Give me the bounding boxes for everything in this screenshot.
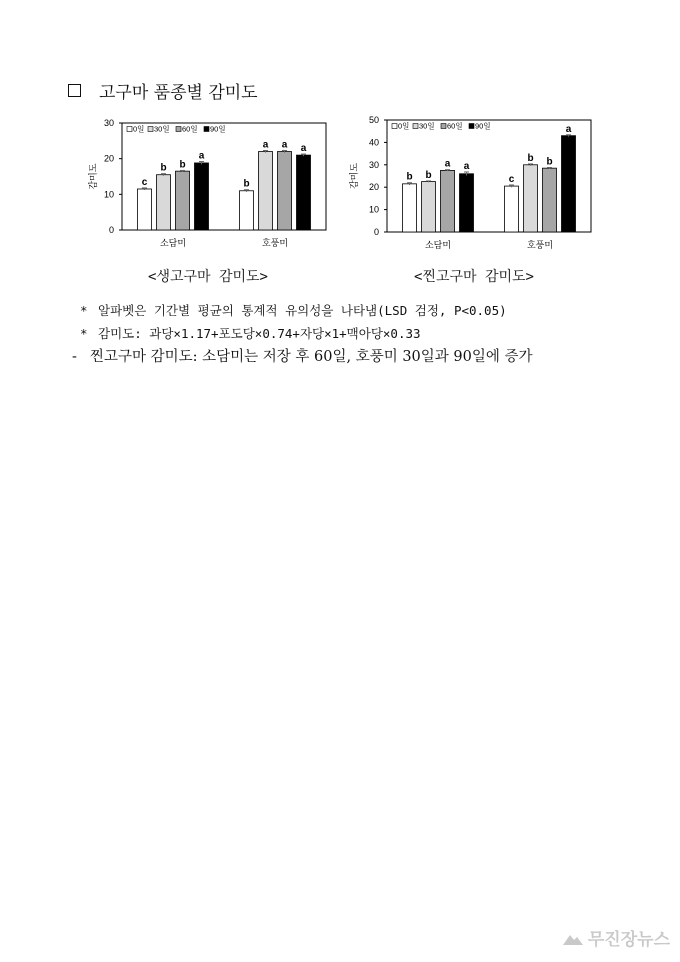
bar [240,191,254,230]
significance-letter: b [406,171,413,183]
significance-letter: c [141,176,148,188]
checkbox-icon [68,84,81,97]
chart-raw-sweetpotato [80,115,340,255]
bar [543,168,557,232]
note-formula [80,324,421,342]
legend-label: 0일 [398,121,410,131]
bar [403,184,417,232]
significance-letter: b [243,178,250,190]
legend-label: 0일 [133,124,145,134]
category-label: 호풍미 [526,240,554,250]
significance-letter: a [262,139,269,151]
legend-label: 30일 [154,124,170,134]
bar [422,182,436,232]
legend-swatch [413,124,418,129]
note-text: 감미도: 과당×1.17+포도당×0.74+자당×1+맥아당×0.33 [98,326,421,341]
note-marker: * [80,326,88,341]
legend-label: 60일 [182,124,198,134]
bar [524,165,538,232]
chart-steamed-sweetpotato [345,113,605,258]
watermark-text: 무진장뉴스 [587,930,670,950]
watermark [562,925,670,950]
bar [157,175,171,230]
significance-letter: a [281,139,288,151]
bar [259,152,273,230]
legend-swatch [127,127,132,132]
summary-text: 찐고구마 감미도: 소담미는 저장 후 60일, 호풍미 30일과 90일에 증가 [90,349,533,365]
y-tick-label: 0 [373,227,379,237]
y-axis-label: 감미도 [349,162,359,190]
significance-letter: a [198,150,205,162]
bar [278,152,292,230]
y-tick-label: 30 [368,159,379,170]
category-label: 호풍미 [261,238,289,248]
legend-swatch [204,127,209,132]
significance-letter: b [546,156,553,168]
significance-letter: b [527,152,534,164]
significance-letter: c [508,173,515,185]
legend-swatch [176,127,181,132]
legend-swatch [392,124,397,129]
bar [138,189,152,230]
y-tick-label: 40 [368,137,379,148]
bar [460,174,474,232]
y-axis-label: 감미도 [88,163,98,190]
section-heading [68,78,258,103]
significance-letter: a [565,123,572,135]
significance-letter: a [300,143,307,155]
y-tick-label: 10 [103,189,114,200]
bar [297,155,311,230]
bar [195,163,209,230]
y-tick-label: 0 [108,225,114,235]
note-significance [80,301,507,319]
category-label: 소담미 [424,240,452,250]
significance-letter: b [160,162,167,174]
legend-label: 90일 [210,124,226,134]
bar [562,136,576,232]
note-marker: * [80,303,88,318]
y-tick-label: 20 [103,153,114,164]
chart-caption-raw: <생고구마 감미도> [148,269,268,285]
legend-swatch [148,127,153,132]
legend-swatch [441,124,446,129]
significance-letter: b [179,159,186,171]
bar [176,171,190,230]
y-tick-label: 30 [103,118,114,128]
bar [505,186,519,232]
significance-letter: a [463,160,470,172]
significance-letter: b [425,169,432,181]
bar [441,170,455,232]
y-tick-label: 50 [368,115,379,125]
significance-letter: a [444,158,451,170]
mountain-logo-icon [562,929,584,947]
legend-label: 30일 [419,121,435,131]
category-label: 소담미 [159,238,187,248]
chart-caption-steamed: <찐고구마 감미도> [414,269,534,285]
y-tick-label: 10 [368,204,379,215]
legend-swatch [469,124,474,129]
y-tick-label: 20 [368,182,379,193]
summary-line [72,345,533,366]
note-text: 알파벳은 기간별 평균의 통계적 유의성을 나타냄(LSD 검정, P<0.05) [98,303,507,318]
plot-frame [387,120,591,232]
legend-label: 60일 [447,121,463,131]
plot-frame [122,123,326,230]
summary-marker: - [72,349,77,365]
section-title: 고구마 품종별 감미도 [99,83,258,103]
legend-label: 90일 [475,121,491,131]
